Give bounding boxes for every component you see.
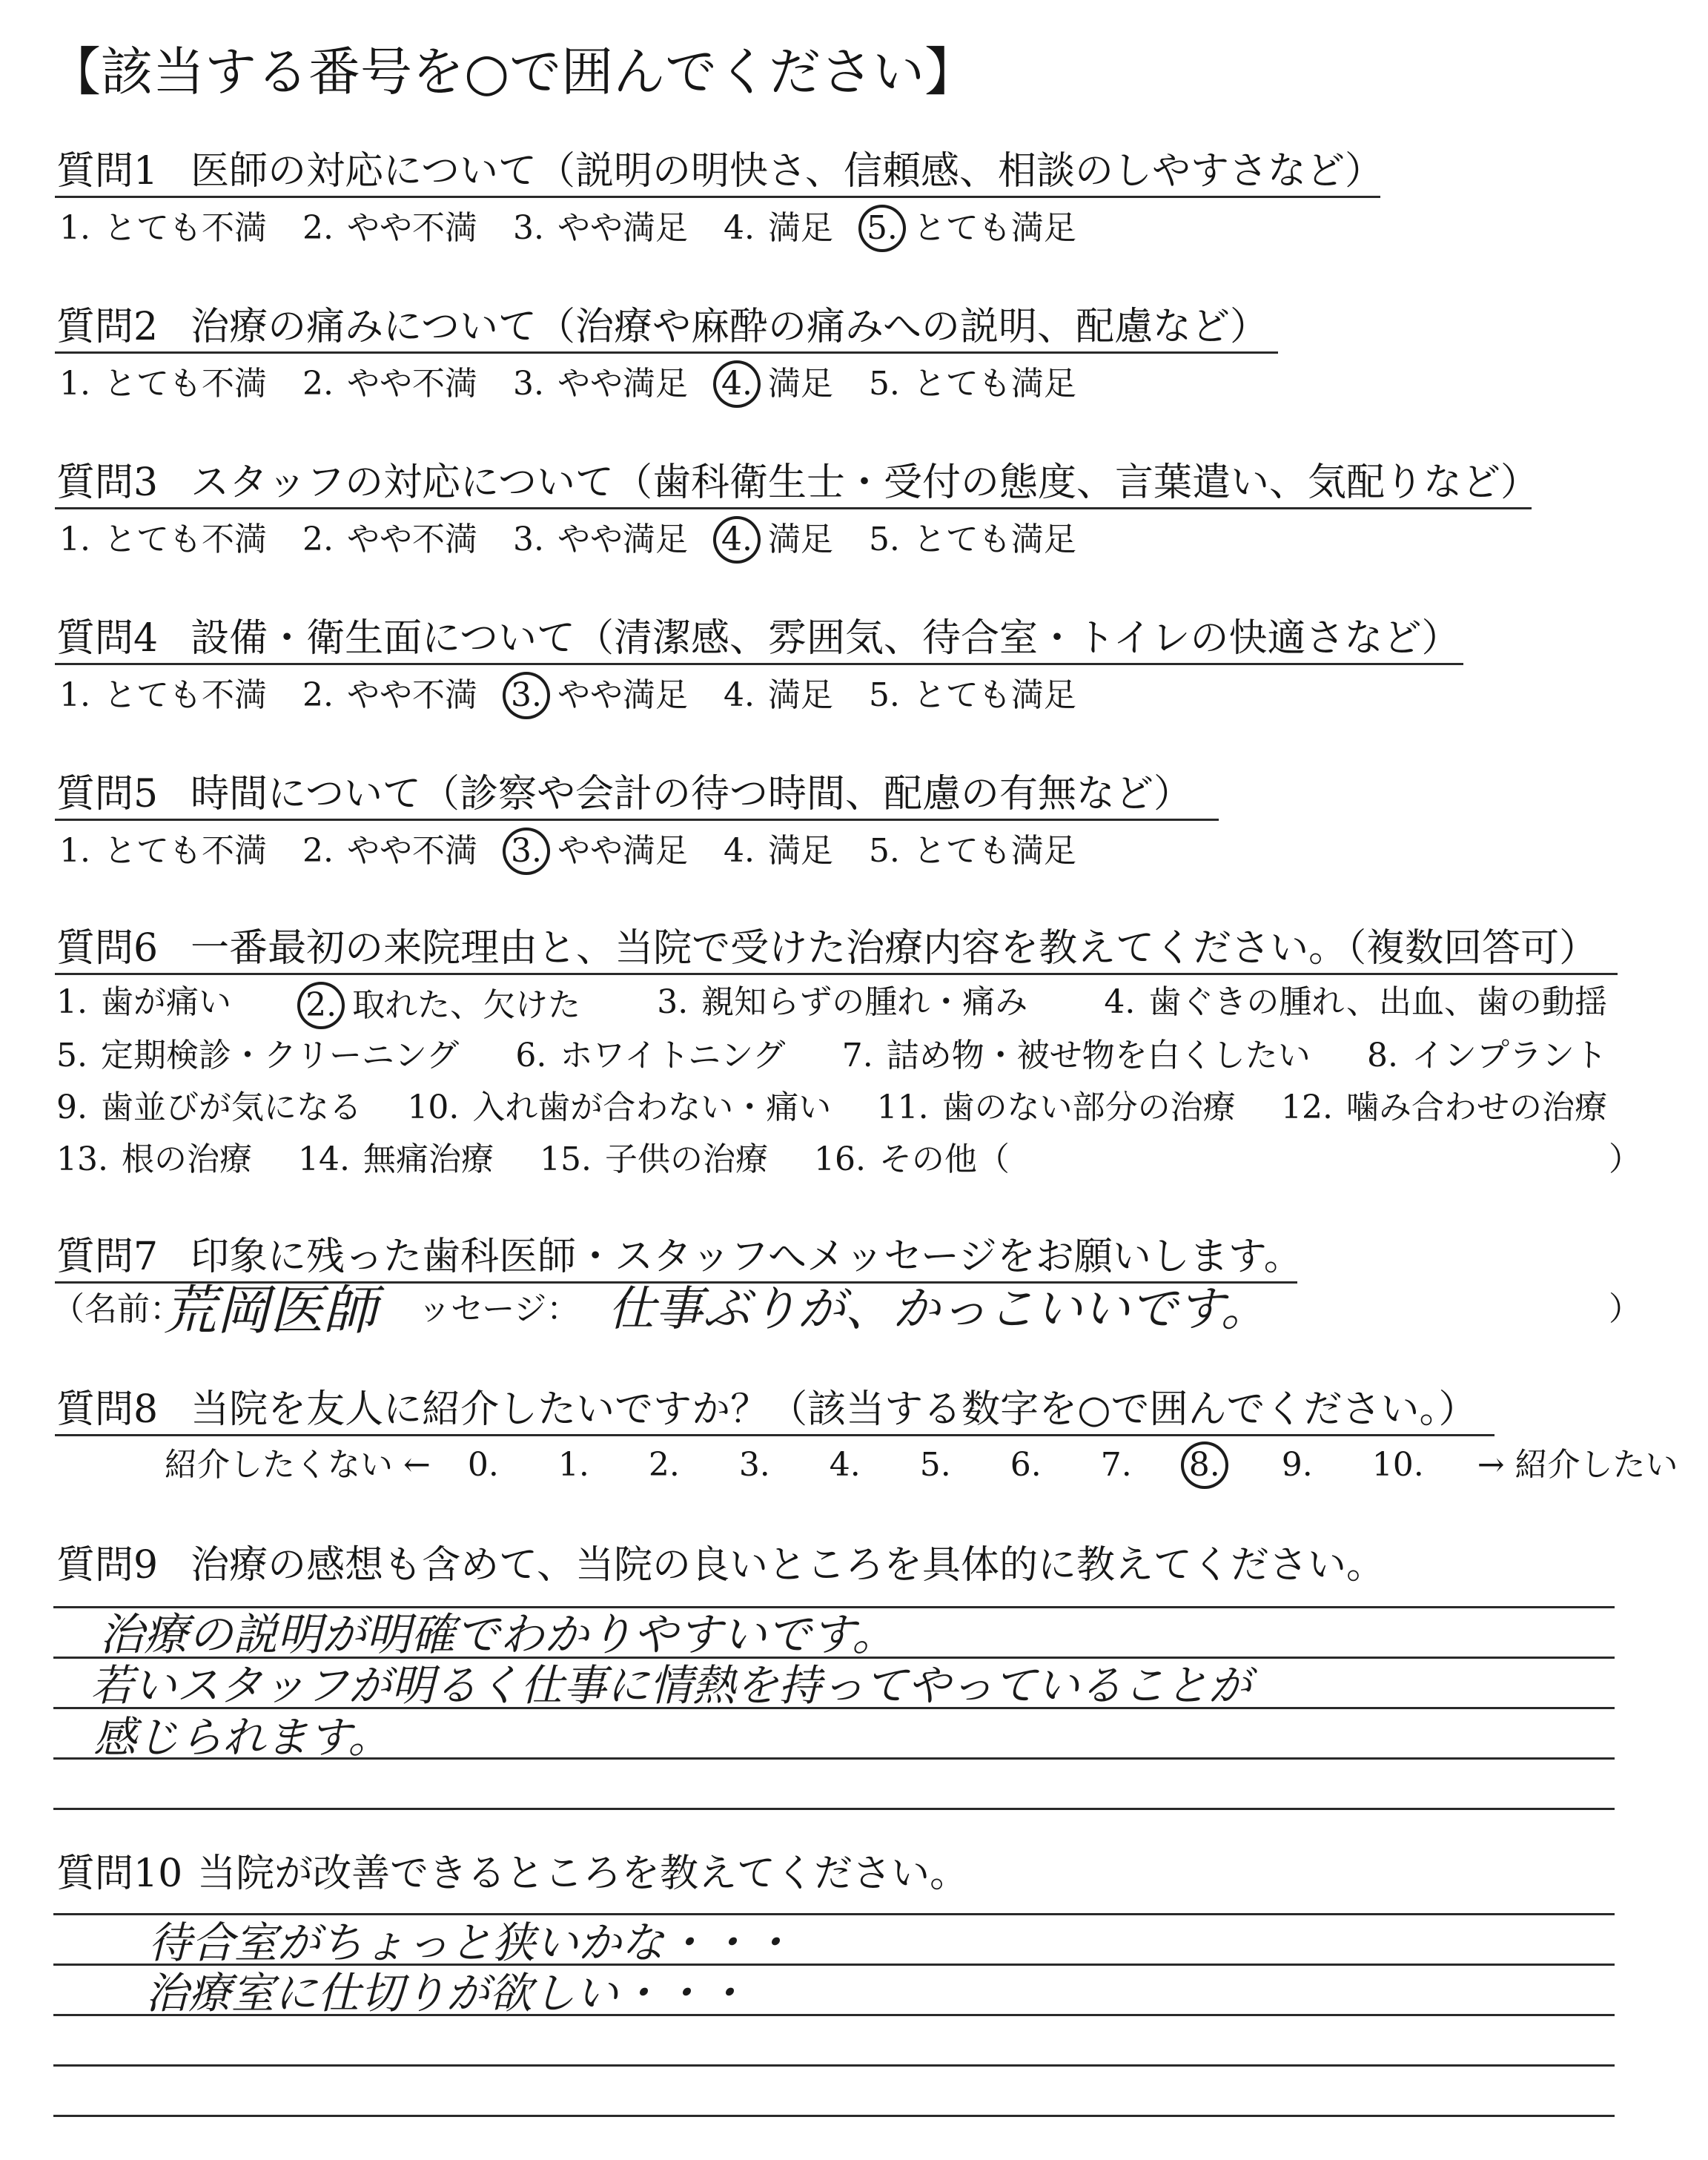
question-4-underline bbox=[55, 663, 1463, 665]
option-label: 入れ歯が合わない・痛い bbox=[472, 1089, 832, 1126]
option-label: 歯のない部分の治療 bbox=[941, 1089, 1236, 1126]
option-number: 2. bbox=[302, 521, 334, 558]
q5-option-5 bbox=[869, 830, 1076, 872]
scale-number: 5. bbox=[919, 1446, 951, 1484]
question-9-heading bbox=[56, 1542, 1385, 1588]
option-label: とても満足 bbox=[913, 521, 1076, 558]
scale-3 bbox=[739, 1444, 784, 1486]
q3-option-2 bbox=[302, 519, 477, 561]
option-label: やや不満 bbox=[346, 832, 477, 870]
option-number: 4. bbox=[723, 676, 755, 714]
q1-option-1 bbox=[59, 208, 267, 249]
option-label: やや不満 bbox=[346, 209, 477, 247]
scale-left-label: 紹介したくない ← bbox=[165, 1446, 431, 1484]
question-3-heading bbox=[56, 460, 1539, 506]
q4-option-2 bbox=[302, 675, 477, 716]
option-label: 親知らずの腫れ・痛み bbox=[701, 983, 1028, 1021]
question-1-underline bbox=[55, 196, 1380, 198]
option-label: 定期検診・クリーニング bbox=[100, 1037, 460, 1074]
question-6-number: 質問6 bbox=[56, 926, 159, 971]
scale-number: 9. bbox=[1281, 1446, 1313, 1484]
scale-right-label: → 紹介したい bbox=[1477, 1446, 1678, 1484]
option-label: 満足 bbox=[767, 521, 833, 558]
question-4-text: 設備・衛生面について（清潔感、雰囲気、待合室・トイレの快適さなど） bbox=[191, 616, 1460, 661]
scale-9 bbox=[1282, 1444, 1326, 1486]
option-label: とても満足 bbox=[913, 365, 1076, 403]
option-number: 5. bbox=[56, 1037, 87, 1074]
q5-option-1 bbox=[59, 830, 267, 872]
option-number: 13. bbox=[56, 1140, 108, 1178]
question-2-number: 質問2 bbox=[56, 305, 159, 349]
option-7 bbox=[842, 1035, 1311, 1077]
q5-option-4 bbox=[724, 830, 833, 872]
scale-number: 8. bbox=[1181, 1441, 1228, 1489]
scale-number: 10. bbox=[1371, 1446, 1424, 1484]
option-label: 歯が痛い bbox=[100, 983, 231, 1021]
q1-option-4 bbox=[724, 208, 833, 249]
scale-number: 4. bbox=[829, 1446, 861, 1484]
option-label: 満足 bbox=[767, 365, 833, 403]
question-7-heading bbox=[56, 1234, 1302, 1280]
option-number: 3. bbox=[503, 828, 550, 875]
option-14 bbox=[298, 1139, 494, 1180]
message-label: ッセージ： bbox=[418, 1290, 580, 1328]
option-number: 4. bbox=[723, 209, 755, 247]
question-1-options bbox=[59, 205, 1112, 252]
option-label: 噛み合わせの治療 bbox=[1345, 1089, 1607, 1126]
option-number: 5. bbox=[858, 205, 906, 252]
option-number: 4. bbox=[713, 516, 761, 564]
option-label: やや不満 bbox=[346, 521, 477, 558]
question-8-number: 質問8 bbox=[56, 1387, 159, 1432]
option-number: 5. bbox=[868, 365, 900, 403]
option-number: 2. bbox=[297, 982, 345, 1029]
option-number: 7. bbox=[841, 1037, 873, 1074]
answer-line bbox=[53, 2115, 1615, 2117]
option-label: インプラント bbox=[1411, 1037, 1607, 1074]
question-9-text: 治療の感想も含めて、当院の良いところを具体的に教えてください。 bbox=[191, 1543, 1386, 1588]
q2-option-3 bbox=[513, 363, 688, 405]
scale-5 bbox=[920, 1444, 964, 1486]
question-3-text: スタッフの対応について（歯科衛生士・受付の態度、言葉遣い、気配りなど） bbox=[191, 460, 1540, 505]
q2-option-2 bbox=[302, 363, 477, 405]
scale-1 bbox=[558, 1444, 603, 1486]
question-6-heading bbox=[56, 925, 1598, 971]
option-label: 無痛治療 bbox=[363, 1140, 494, 1178]
question-10-text: 当院が改善できるところを教えてください。 bbox=[197, 1852, 969, 1896]
option-2 bbox=[305, 982, 581, 1029]
option-9 bbox=[56, 1087, 362, 1129]
option-label: とても満足 bbox=[913, 832, 1076, 870]
option-number: 1. bbox=[59, 209, 90, 247]
name-label: （名前： bbox=[52, 1290, 182, 1328]
question-5-text: 時間について（診察や会計の待つ時間、配慮の有無など） bbox=[191, 772, 1193, 816]
question-1-text: 医師の対応について（説明の明快さ、信頼感、相談のしやすさなど） bbox=[191, 149, 1383, 194]
option-label: 満足 bbox=[767, 676, 833, 714]
question-6-options-row-3 bbox=[56, 1087, 1643, 1129]
question-1-number: 質問1 bbox=[56, 149, 159, 194]
option-label: 歯ぐきの腫れ、出血、歯の動揺 bbox=[1148, 983, 1607, 1021]
handwritten-message: 仕事ぶりが、かっこいいです。 bbox=[608, 1282, 1268, 1337]
scale-6 bbox=[1010, 1444, 1055, 1486]
scale-7 bbox=[1101, 1444, 1145, 1486]
option-number: 3. bbox=[657, 983, 689, 1021]
answer-line bbox=[53, 1913, 1615, 1915]
option-label: とても不満 bbox=[103, 365, 267, 403]
q1-option-3 bbox=[513, 208, 688, 249]
option-label: やや不満 bbox=[346, 365, 477, 403]
question-6-underline bbox=[55, 973, 1618, 975]
option-number: 3. bbox=[512, 521, 544, 558]
option-number: 8. bbox=[1367, 1037, 1398, 1074]
option-label: ホワイトニング bbox=[560, 1037, 786, 1074]
q3-option-3 bbox=[513, 519, 688, 561]
option-8 bbox=[1367, 1035, 1607, 1077]
question-7-text: 印象に残った歯科医師・スタッフへメッセージをお願いします。 bbox=[191, 1235, 1302, 1279]
option-16 bbox=[814, 1139, 1010, 1180]
option-number: 6. bbox=[515, 1037, 547, 1074]
option-label: その他（ bbox=[878, 1140, 1010, 1178]
answer-line bbox=[53, 1606, 1615, 1608]
question-5-options bbox=[59, 828, 1112, 875]
option-number: 3. bbox=[512, 209, 544, 247]
option-label: とても満足 bbox=[913, 676, 1076, 714]
scale-number: 1. bbox=[557, 1446, 589, 1484]
scale-number: 6. bbox=[1010, 1446, 1042, 1484]
option-label: とても不満 bbox=[103, 676, 267, 714]
option-number: 2. bbox=[302, 676, 334, 714]
q2-option-1 bbox=[59, 363, 267, 405]
question-10-number: 質問10 bbox=[56, 1852, 183, 1896]
option-label: やや不満 bbox=[346, 676, 477, 714]
option-label: やや満足 bbox=[557, 676, 688, 714]
scale-2 bbox=[649, 1444, 693, 1486]
option-label: やや満足 bbox=[557, 832, 688, 870]
option-number: 12. bbox=[1280, 1089, 1333, 1126]
question-3-number: 質問3 bbox=[56, 460, 159, 505]
option-6 bbox=[515, 1035, 785, 1077]
handwritten-answer-line-1: 治療の説明が明確でわかりやすいです。 bbox=[99, 1609, 897, 1661]
option-10 bbox=[407, 1087, 831, 1129]
q1-option-2 bbox=[302, 208, 477, 249]
option-number: 1. bbox=[56, 983, 87, 1021]
question-2-heading bbox=[56, 304, 1268, 350]
recommend-scale bbox=[165, 1441, 1678, 1489]
question-3-options bbox=[59, 516, 1112, 564]
option-13 bbox=[56, 1139, 252, 1180]
option-number: 3. bbox=[503, 672, 550, 719]
question-6-options-row-1 bbox=[56, 982, 1643, 1029]
option-number: 9. bbox=[56, 1089, 87, 1126]
option-label: 子供の治療 bbox=[604, 1140, 768, 1178]
question-6-text: 一番最初の来院理由と、当院で受けた治療内容を教えてください。（複数回答可） bbox=[191, 926, 1598, 971]
question-2-options bbox=[59, 360, 1112, 408]
answer-line bbox=[53, 2064, 1615, 2067]
question-8-text: 当院を友人に紹介したいですか？（該当する数字を○で囲んでください。） bbox=[191, 1387, 1477, 1432]
scale-0 bbox=[468, 1444, 512, 1486]
option-12 bbox=[1281, 1087, 1607, 1129]
option-number: 15. bbox=[539, 1140, 592, 1178]
option-number: 16. bbox=[813, 1140, 866, 1178]
option-label: やや満足 bbox=[557, 365, 688, 403]
option-number: 11. bbox=[876, 1089, 929, 1126]
option-number: 5. bbox=[868, 521, 900, 558]
message-close-paren: ） bbox=[1609, 1290, 1641, 1328]
option-number: 4. bbox=[713, 360, 761, 408]
question-2-underline bbox=[55, 351, 1278, 354]
option-number: 14. bbox=[297, 1140, 350, 1178]
handwritten-improve-line-1: 待合室がちょっと狭いかな・・・ bbox=[148, 1918, 794, 1968]
handwritten-name: 荒岡医師 bbox=[163, 1279, 377, 1341]
q3-option-5 bbox=[869, 519, 1076, 561]
option-1 bbox=[56, 982, 231, 1029]
q2-option-5 bbox=[869, 363, 1076, 405]
other-close-paren: ） bbox=[1609, 1140, 1641, 1178]
scale-10 bbox=[1372, 1444, 1437, 1486]
option-number: 5. bbox=[868, 832, 900, 870]
question-10-heading bbox=[56, 1851, 968, 1897]
q1-option-5 bbox=[866, 205, 1076, 252]
q4-option-1 bbox=[59, 675, 267, 716]
option-label: やや満足 bbox=[557, 209, 688, 247]
option-number: 4. bbox=[723, 832, 755, 870]
question-5-heading bbox=[56, 771, 1192, 817]
scale-4 bbox=[830, 1444, 874, 1486]
option-number: 2. bbox=[302, 209, 334, 247]
question-9-number: 質問9 bbox=[56, 1543, 159, 1588]
q5-option-3 bbox=[510, 828, 688, 875]
scale-8 bbox=[1188, 1441, 1236, 1489]
question-4-heading bbox=[56, 615, 1460, 661]
option-label: 根の治療 bbox=[121, 1140, 252, 1178]
option-number: 1. bbox=[59, 365, 90, 403]
q4-option-4 bbox=[724, 675, 833, 716]
question-4-options bbox=[59, 672, 1112, 719]
q4-option-5 bbox=[869, 675, 1076, 716]
option-label: 歯並びが気になる bbox=[100, 1089, 362, 1126]
option-label: やや満足 bbox=[557, 521, 688, 558]
option-11 bbox=[877, 1087, 1236, 1129]
scale-number: 0. bbox=[467, 1446, 499, 1484]
question-6-options-row-2 bbox=[56, 1035, 1643, 1077]
option-label: とても不満 bbox=[103, 521, 267, 558]
handwritten-improve-line-2: 治療室に仕切りが欲しい・・・ bbox=[145, 1968, 748, 2018]
option-number: 3. bbox=[512, 365, 544, 403]
q4-option-3 bbox=[510, 672, 688, 719]
option-3 bbox=[657, 982, 1027, 1029]
option-5 bbox=[56, 1035, 459, 1077]
option-4 bbox=[1104, 982, 1607, 1029]
option-number: 10. bbox=[407, 1089, 460, 1126]
option-label: 満足 bbox=[767, 832, 833, 870]
question-8-underline bbox=[55, 1434, 1494, 1436]
option-number: 5. bbox=[868, 676, 900, 714]
q3-option-4 bbox=[721, 516, 833, 564]
option-number: 2. bbox=[302, 832, 334, 870]
option-label: 詰め物・被せ物を白くしたい bbox=[886, 1037, 1311, 1074]
question-2-text: 治療の痛みについて（治療や麻酔の痛みへの説明、配慮など） bbox=[191, 305, 1269, 349]
option-number: 1. bbox=[59, 832, 90, 870]
question-6-options-row-4 bbox=[56, 1139, 1045, 1180]
option-label: とても満足 bbox=[913, 209, 1076, 247]
q3-option-1 bbox=[59, 519, 267, 561]
option-label: 満足 bbox=[767, 209, 833, 247]
page-title: 【該当する番号を○で囲んでください】 bbox=[49, 42, 977, 102]
question-8-heading bbox=[56, 1387, 1477, 1433]
question-5-underline bbox=[55, 819, 1219, 821]
question-4-number: 質問4 bbox=[56, 616, 159, 661]
question-5-number: 質問5 bbox=[56, 772, 159, 816]
question-1-heading bbox=[56, 148, 1383, 194]
question-3-underline bbox=[55, 507, 1532, 509]
q5-option-2 bbox=[302, 830, 477, 872]
handwritten-answer-line-2: 若いスタッフが明るく仕事に情熱を持ってやっていることが bbox=[90, 1660, 1252, 1711]
scale-number: 7. bbox=[1100, 1446, 1132, 1484]
option-label: とても不満 bbox=[103, 209, 267, 247]
option-label: とても不満 bbox=[103, 832, 267, 870]
option-number: 4. bbox=[1104, 983, 1136, 1021]
scale-number: 3. bbox=[738, 1446, 770, 1484]
handwritten-answer-line-3: 感じられます。 bbox=[93, 1712, 391, 1763]
q2-option-4 bbox=[721, 360, 833, 408]
option-number: 1. bbox=[59, 676, 90, 714]
option-number: 1. bbox=[59, 521, 90, 558]
question-7-number: 質問7 bbox=[56, 1235, 159, 1279]
answer-line bbox=[53, 1808, 1615, 1810]
option-number: 2. bbox=[302, 365, 334, 403]
option-label: 取れた、欠けた bbox=[352, 986, 581, 1024]
scale-number: 2. bbox=[648, 1446, 680, 1484]
option-15 bbox=[540, 1139, 768, 1180]
